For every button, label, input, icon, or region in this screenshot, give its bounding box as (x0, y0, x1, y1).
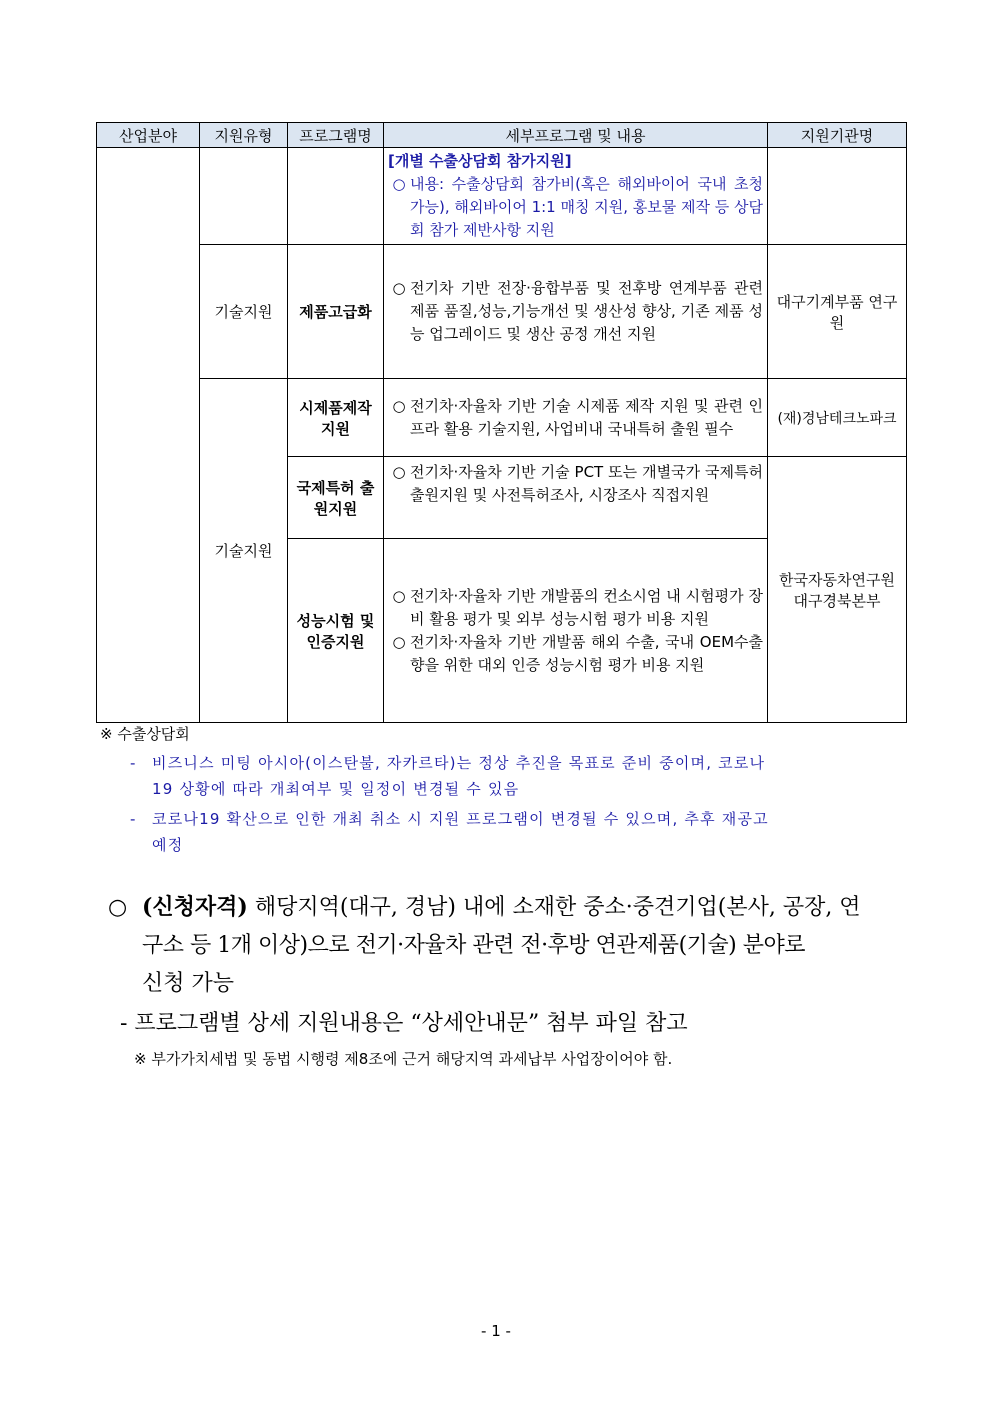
agency-cell: 한국자동차연구원 대구경북본부 (768, 457, 907, 723)
table-row (97, 245, 907, 379)
type-cell: 기술지원 (200, 379, 288, 723)
type-cell: 기술지원 (200, 245, 288, 379)
program-cell (288, 148, 384, 245)
program-cell: 시제품제작 지원 (288, 379, 384, 457)
header-industry: 산업분야 (97, 123, 200, 148)
detail-cell (384, 539, 768, 723)
eligibility-fine-print: ※ 부가가치세법 및 동법 시행령 제8조에 근거 해당지역 과세납부 사업장이어야 함. (134, 1050, 673, 1068)
detail-cell (384, 148, 768, 245)
note-heading: ※ 수출상담회 (100, 725, 190, 743)
program-cell: 성능시험 및 인증지원 (288, 539, 384, 723)
header-support-type: 지원유형 (200, 123, 288, 148)
program-cell: 제품고급화 (288, 245, 384, 379)
detail-cell (384, 379, 768, 457)
circle-bullet-icon: ○ (108, 895, 128, 920)
list-item: ○ 전기차·자율차 기반 기술 시제품 제작 지원 및 관련 인프라 활용 기술지원, 사업비내 국내특허 출원 필수 (388, 395, 763, 441)
detail-title: [개별 수출상담회 참가지원] (388, 152, 572, 170)
agency-cell: 대구기계부품 연구원 (768, 245, 907, 379)
circle-bullet-icon: ○ (392, 463, 406, 481)
eligibility-label: (신청자격) (142, 894, 248, 920)
table-header-row (97, 123, 907, 148)
program-cell: 국제특허 출원지원 (288, 457, 384, 539)
list-item: ○ 전기차·자율차 기반 기술 PCT 또는 개별국가 국제특허출원지원 및 사전특허조사, 시장조사 직접지원 (388, 461, 763, 507)
header-agency: 지원기관명 (768, 123, 907, 148)
note-item: - 비즈니스 미팅 아시아(이스탄불, 자카르타)는 정상 추진을 목표로 준비 중이며, 코로나 19 상황에 따라 개최여부 및 일정이 변경될 수 있음 (130, 754, 766, 798)
circle-bullet-icon: ○ (392, 175, 406, 193)
table-row (97, 148, 907, 245)
industry-cell (97, 148, 200, 723)
table-row (97, 379, 907, 457)
detail-cell (384, 457, 768, 539)
agency-cell: (재)경남테크노파크 (768, 379, 907, 457)
circle-bullet-icon: ○ (392, 586, 406, 605)
note-item: - 코로나19 확산으로 인한 개최 취소 시 지원 프로그램이 변경될 수 있으며, 추후 재공고 예정 (130, 810, 769, 854)
agency-cell (768, 148, 907, 245)
list-item: ○ 전기차·자율차 기반 개발품 해외 수출, 국내 OEM수출향을 위한 대외 인증 성능시험 평가 비용 지원 (388, 631, 763, 677)
detail-cell (384, 245, 768, 379)
list-item: ○ 내용: 수출상담회 참가비(혹은 해외바이어 국내 초청 가능), 해외바이어 1:1 매칭 지원, 홍보물 제작 등 상담회 참가 제반사항 지원 (388, 173, 763, 242)
eligibility-paragraph: ○ (신청자격) 해당지역(대구, 경남) 내에 소재한 중소·중견기업(본사, 공장, 연 구소 등 1개 이상)으로 전기·자율차 관련 전·후방 연관제품(기술) 분야로 신청 가능 (108, 888, 903, 1003)
circle-bullet-icon: ○ (392, 632, 406, 651)
list-item: ○ 전기차·자율차 기반 개발품의 컨소시엄 내 시험평가 장비 활용 평가 및 외부 성능시험 평가 비용 지원 (388, 585, 763, 631)
header-detail: 세부프로그램 및 내용 (384, 123, 768, 148)
support-program-table (96, 122, 907, 723)
list-item: ○ 전기차 기반 전장·융합부품 및 전후방 연계부품 관련 제품 품질,성능,기능개선 및 생산성 향상, 기존 제품 성능 업그레이드 및 생산 공정 개선 지원 (388, 277, 763, 346)
eligibility-sub-note: - 프로그램별 상세 지원내용은 “상세안내문” 첨부 파일 참고 (120, 1011, 688, 1036)
type-cell (200, 148, 288, 245)
circle-bullet-icon: ○ (392, 279, 406, 297)
page-number: - 1 - (481, 1322, 511, 1340)
circle-bullet-icon: ○ (392, 396, 406, 415)
header-program-name: 프로그램명 (288, 123, 384, 148)
